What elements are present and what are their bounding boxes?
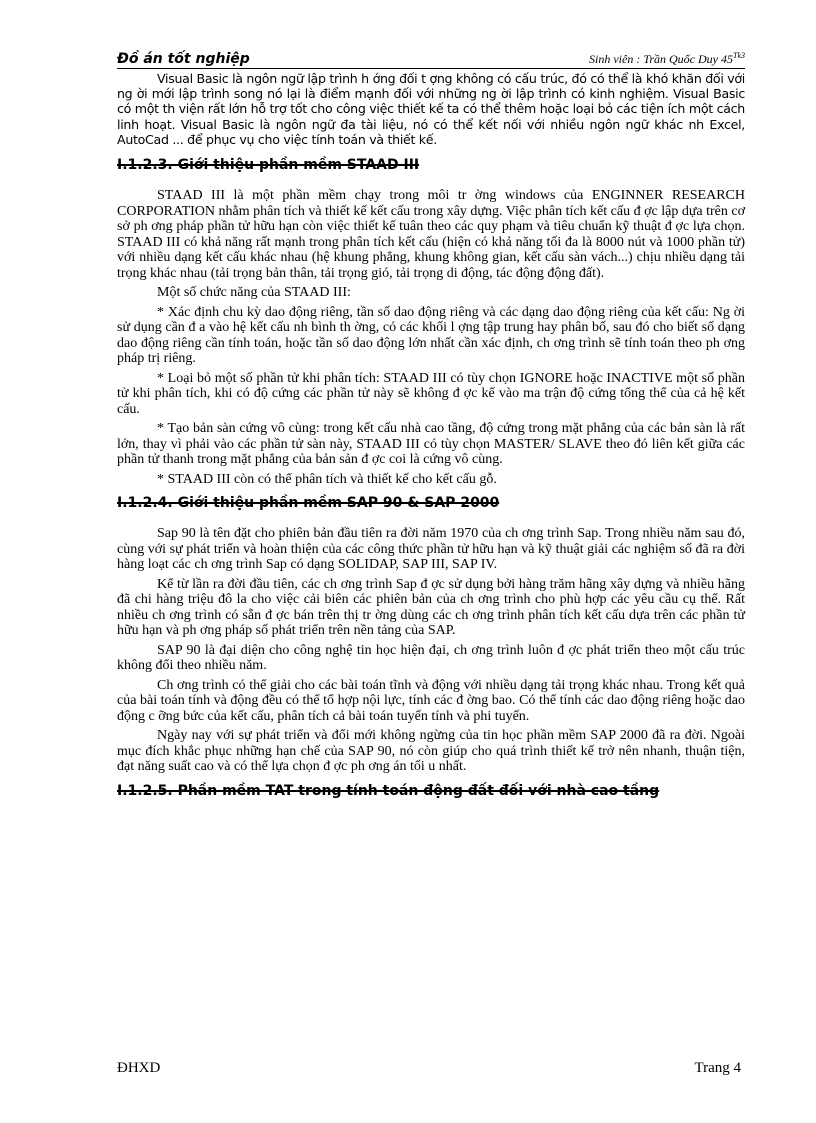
paragraph: * STAAD III còn có thể phân tích và thiết kế cho kết cấu gỗ.: [157, 471, 497, 487]
section-heading-wrap: [117, 491, 745, 520]
section-heading-wrap: [117, 779, 745, 808]
header-title: Đồ án tốt nghiệp: [117, 51, 250, 67]
paragraph: * Tạo bản sàn cứng vô cùng: trong kết cấu nhà cao tầng, độ cứng trong mặt phẳng của các bản sàn là rất lớn, thay vì phải vào các phần tử sàn này, STAAD III có tùy chọn MASTER/ SLAVE theo đó liên kết giữa các phần tử thanh trong mặt phẳng của bản sản đ ợc coi là cứng vô cùng.: [117, 421, 745, 468]
paragraph: * Xác định chu kỳ dao động riêng, tần số dao động riêng và các dạng dao động riêng của kết cấu: Ng ời sử dụng cần đ a vào hệ kết cấu nh bình th ờng, có các khối l ợng tập trung hay phân bố, sau đó cho biết số dạng dao động riêng cần tính toán, hoặc tần số dao động lớn nhất cần xác định, ch ơng trình sẽ tính toán theo ph ơng pháp trị riêng.: [117, 304, 745, 367]
page-footer: [117, 1060, 741, 1077]
page-header: [117, 50, 745, 69]
section-heading: I.1.2.4. Giới thiệu phần mềm SAP 90 & SAP 2000: [117, 495, 500, 512]
footer-page-number: Trang 4: [694, 1060, 741, 1076]
header-student-text: Sinh viên : Trần Quốc Duy 45: [589, 52, 733, 66]
header-student: [589, 51, 745, 67]
section-heading: I.1.2.3. Giới thiệu phần mềm STAAD III: [117, 157, 420, 174]
paragraph: Visual Basic là ngôn ngữ lập trình h ớng đối t ợng không có cấu trúc, đó có thể là khó khăn đối với ng ời mới lập trình song nó lại là điểm mạnh đối với những ng ời lập trình có kinh nghiệm. Visual Basic có một th viện rất lớn hỗ trợ tốt cho công việc thiết kế ta có thể thêm hoặc loại bỏ các tiện ích một cách linh hoạt. Visual Basic là ngôn ngữ đa tài liệu, nó có thể kết nối với nhiều ngôn ngữ khác nh Excel, AutoCad ... để phục vụ cho việc tính toán và thiết kế.: [117, 71, 745, 147]
header-class-sup: Tk3: [733, 51, 745, 60]
paragraph: Ngày nay với sự phát triển và đổi mới không ngừng của tin học phần mềm SAP 2000 đã ra đời. Ngoài mục đích khắc phục những hạn chế của SAP 90, nó còn giúp cho quá trình thiết kế trở nên nhanh, thuận tiện, đạt năng suất cao và có thể lựa chọn đ ợc ph ơng án tối u nhất.: [117, 728, 745, 775]
document-body: [117, 71, 745, 808]
paragraph: * Loại bỏ một số phần tử khi phân tích: STAAD III có tùy chọn IGNORE hoặc INACTIVE một số phần tử khi phân tích, khi có độ cứng các phần tử này sẽ không đ ợc kể vào ma trận độ cứng tổng thể của cả hệ kết cấu.: [117, 370, 745, 417]
document-page: [117, 50, 745, 814]
paragraph: Ch ơng trình có thể giải cho các bài toán tĩnh và động với nhiều dạng tải trọng khác nhau. Trong kết quả của bài toán tính và động đều có thể tổ hợp nội lực, tính các đ ờng bao. Có thể tính các dao động riêng hoặc dao động c ỡng bức của kết cấu, phân tích cả bài toán tuyến tính và phi tuyến.: [117, 677, 745, 724]
paragraph: Kể từ lần ra đời đầu tiên, các ch ơng trình Sap đ ợc sử dụng bởi hàng trăm hãng xây dựng và nhiều hãng đã chi hàng triệu đô la cho việc cải biên các phiên bản của ch ơng trình cho phù hợp các yêu cầu cụ thể. Rất nhiều ch ơng trình có sẵn đ ợc bán trên thị tr ờng dùng các ch ơng trình phân tích kết cấu dựa trên các phần tử hữu hạn và ph ơng pháp số phát triển trên nền tảng của SAP.: [117, 576, 745, 639]
paragraph: Sap 90 là tên đặt cho phiên bản đầu tiên ra đời năm 1970 của ch ơng trình Sap. Trong nhiều năm sau đó, cùng với sự phát triển và hoàn thiện của các công thức phần tử hữu hạn và kỹ thuật giải các nghiệm số đã ra đời hàng loạt các ch ơng trình Sap có dạng SOLIDAP, SAP III, SAP IV.: [117, 526, 745, 573]
section-heading-wrap: [117, 153, 745, 182]
paragraph: Một số chức năng của STAAD III:: [157, 285, 351, 301]
section-heading: I.1.2.5. Phần mềm TAT trong tính toán động đất đối với nhà cao tầng: [117, 782, 660, 799]
paragraph: SAP 90 là đại diện cho công nghệ tin học hiện đại, ch ơng trình luôn đ ợc phát triển theo một cấu trúc không đổi theo nhiều năm.: [117, 642, 745, 674]
paragraph: STAAD III là một phần mềm chạy trong môi tr ờng windows của ENGINNER RESEARCH CORPORATION nhằm phân tích và thiết kế kết cấu trong xây dựng. Việc phân tích kết cấu đ ợc lập dựa trên cơ sở ph ơng pháp phần tử hữu hạn còn việc thiết kế tuân theo các quy phạm và tiêu chuẩn kỹ thuật đ ợc lựa chọn. STAAD III có khả năng rất mạnh trong phân tích kết cấu (hiện có khả năng tối đa là 8000 nút và 1000 phần tử) với nhiều dạng kết cấu khác nhau (hệ khung phẳng, khung không gian, kết cấu sàn vách...) chịu nhiều dạng tải trọng khác nhau (tải trọng bản thân, tải trọng gió, tải trọng di động, tác động động đất).: [117, 188, 745, 281]
footer-left: ĐHXD: [117, 1060, 161, 1076]
